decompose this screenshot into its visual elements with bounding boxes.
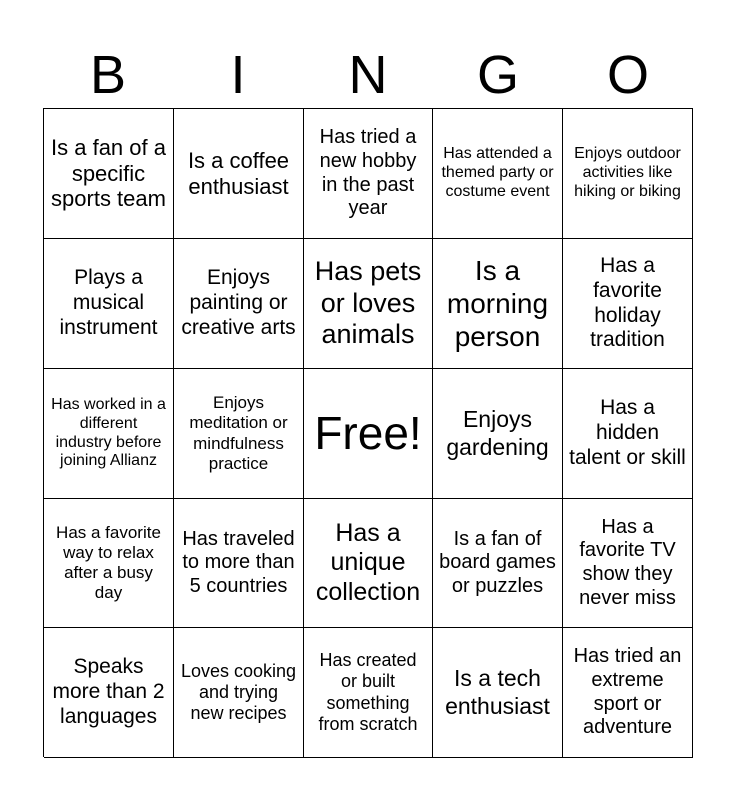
cell-text: Enjoys outdoor activities like hiking or biking xyxy=(574,145,681,200)
cell-text: Has a favorite TV show they never miss xyxy=(579,515,676,609)
bingo-cell[interactable] xyxy=(44,499,174,628)
free-space[interactable] xyxy=(304,369,433,499)
cell-text: Has tried a new hobby in the past year xyxy=(319,126,417,220)
cell-text: Enjoys meditation or mindfulness practice xyxy=(189,393,288,473)
bingo-cell[interactable] xyxy=(433,499,563,628)
bingo-cell[interactable] xyxy=(44,369,174,499)
bingo-cell[interactable] xyxy=(304,109,433,239)
header-letter-n: N xyxy=(348,45,388,105)
cell-text: Enjoys gardening xyxy=(446,406,549,460)
bingo-cell[interactable] xyxy=(44,628,174,758)
bingo-cell[interactable] xyxy=(433,628,563,758)
bingo-cell[interactable] xyxy=(563,239,693,369)
cell-text: Is a fan of a specific sports team xyxy=(51,134,166,212)
bingo-cell[interactable] xyxy=(304,499,433,628)
cell-text: Enjoys painting or creative arts xyxy=(181,266,296,339)
cell-text: Has attended a themed party or costume event xyxy=(441,145,554,200)
cell-text: Has a unique collection xyxy=(315,518,421,606)
cell-text: Has created or built something from scratch xyxy=(318,650,418,734)
cell-text: Has a hidden talent or skill xyxy=(569,396,686,469)
bingo-cell[interactable] xyxy=(563,109,693,239)
bingo-cell[interactable] xyxy=(433,239,563,369)
cell-text: Has a favorite way to relax after a busy day xyxy=(56,522,161,603)
header-letter-g: G xyxy=(476,45,519,105)
header-letter-i: I xyxy=(230,45,246,105)
cell-text: Loves cooking and trying new recipes xyxy=(180,660,297,724)
bingo-header xyxy=(43,42,693,108)
cell-text: Is a tech enthusiast xyxy=(445,665,550,719)
bingo-cell[interactable] xyxy=(433,109,563,239)
cell-text: Has a favorite holiday tradition xyxy=(590,253,665,352)
cell-text: Is a fan of board games or puzzles xyxy=(439,527,556,597)
bingo-cell[interactable] xyxy=(304,239,433,369)
bingo-cell[interactable] xyxy=(174,628,304,758)
cell-text: Has tried an extreme sport or adventure xyxy=(573,645,682,739)
bingo-cell[interactable] xyxy=(174,499,304,628)
bingo-cell[interactable] xyxy=(174,369,304,499)
bingo-cell[interactable] xyxy=(563,628,693,758)
header-letter-b: B xyxy=(89,45,127,105)
cell-text: Plays a musical instrument xyxy=(59,266,158,339)
cell-text: Has pets or loves animals xyxy=(314,255,422,350)
bingo-cell[interactable] xyxy=(174,109,304,239)
cell-text: Is a morning person xyxy=(446,254,549,353)
cell-text: Is a coffee enthusiast xyxy=(187,147,290,199)
cell-text: Speaks more than 2 languages xyxy=(52,655,165,728)
cell-text: Has worked in a different industry before joining Allianz xyxy=(51,395,166,470)
bingo-cell[interactable] xyxy=(44,109,174,239)
cell-text: Has traveled to more than 5 countries xyxy=(182,527,295,597)
header-letter-o: O xyxy=(606,45,649,105)
bingo-cell[interactable] xyxy=(563,369,693,499)
bingo-cell[interactable] xyxy=(174,239,304,369)
bingo-cell[interactable] xyxy=(44,239,174,369)
bingo-cell[interactable] xyxy=(433,369,563,499)
free-space-text: Free! xyxy=(314,407,422,460)
bingo-card xyxy=(43,108,693,757)
bingo-cell[interactable] xyxy=(304,628,433,758)
bingo-cell[interactable] xyxy=(563,499,693,628)
